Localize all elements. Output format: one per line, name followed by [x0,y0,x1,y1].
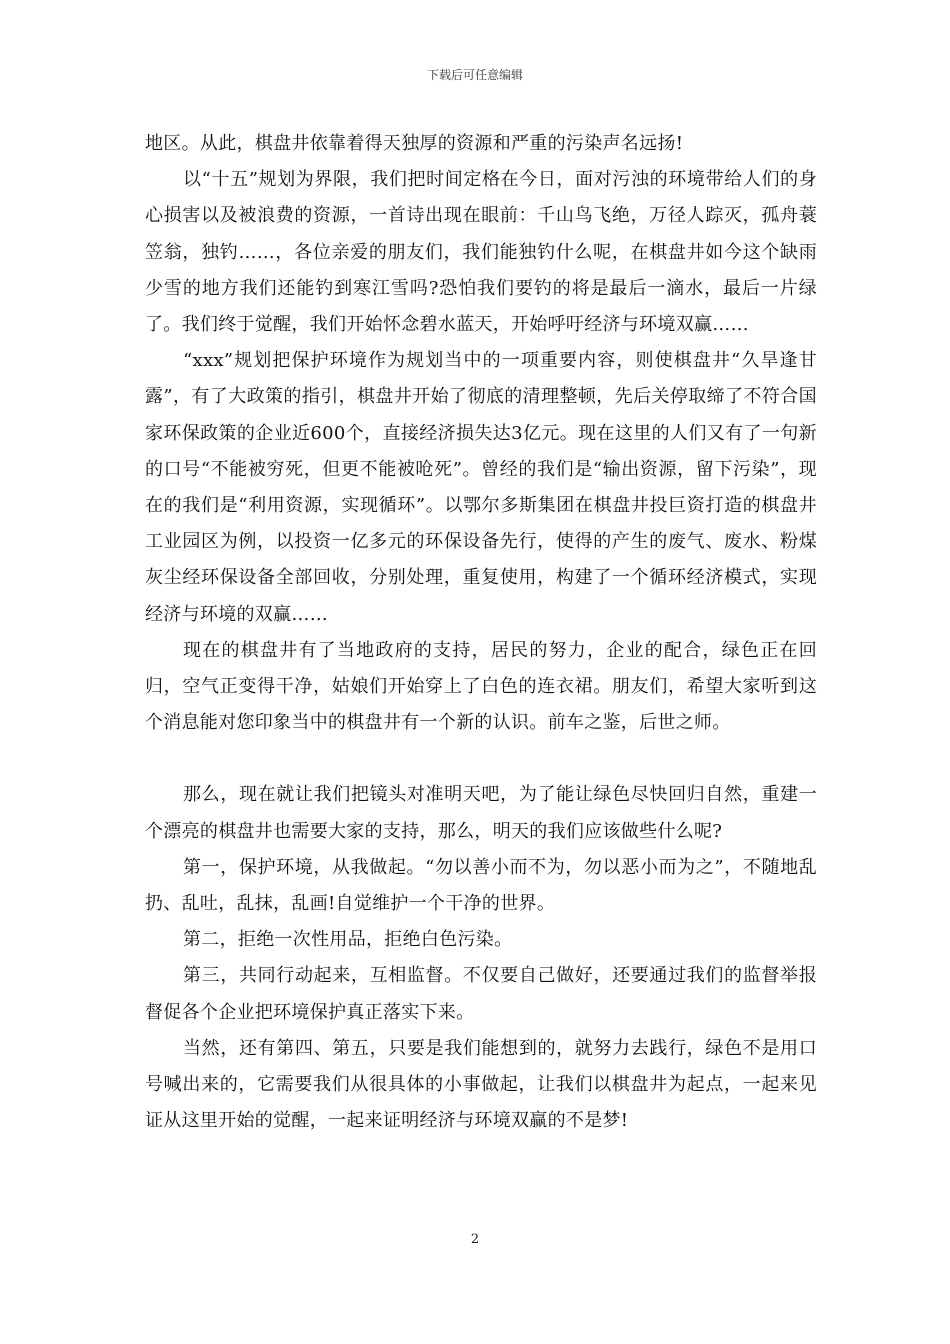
paragraph-tenth-five-year-plan: 以“十五”规划为界限，我们把时间定格在今日，面对污浊的环境带给人们的身心损害以及被浪费的资源，一首诗出现在眼前：千山鸟飞绝，万径人踪灭，孤舟蓑笠翁，独钓……，各位亲爱的朋友们，我们能独钓什么呢，在棋盘井如今这个缺雨少雪的地方我们还能钓到寒江雪吗?恐怕我们要钓的将是最后一滴水，最后一片绿了。我们终于觉醒，我们开始怀念碧水蓝天，开始呼吁经济与环境双赢…… [145,169,817,336]
page-number: 2 [470,1232,480,1247]
page-header-note: 下载后可任意编辑 [426,68,523,82]
paragraph-continuation: 地区。从此，棋盘井依靠着得天独厚的资源和严重的污染声名远扬! [145,133,684,154]
document-body [145,126,817,1139]
paragraph-green-returning: 现在的棋盘井有了当地政府的支持，居民的努力，企业的配合，绿色正在回归，空气正变得干净，姑娘们开始穿上了白色的连衣裙。朋友们，希望大家听到这个消息能对您印象当中的棋盘井有一个新的认识。前车之鉴，后世之师。 [145,639,817,734]
paragraph-xxx-plan: “xxx”规划把保护环境作为规划当中的一项重要内容，则使棋盘井“久旱逢甘露”，有了大政策的指引，棋盘井开始了彻底的清理整顿，先后关停取缔了不符合国家环保政策的企业近600个，直接经济损失达3亿元。现在这里的人们又有了一句新的口号“不能被穷死，但更不能被呛死”。曾经的我们是“输出资源，留下污染”，现在的我们是“利用资源，实现循环”。以鄂尔多斯集团在棋盘井投巨资打造的棋盘井工业园区为例，以投资一亿多元的环保设备先行，使得的产生的废气、废水、粉煤灰尘经环保设备全部回收，分别处理，重复使用，构建了一个循环经济模式，实现经济与环境的双赢…… [145,350,817,625]
paragraph-first-point: 第一，保护环境，从我做起。“勿以善小而不为，勿以恶小而为之”，不随地乱扔、乱吐，乱抹，乱画!自觉维护一个干净的世界。 [145,856,817,915]
paragraph-third-point: 第三，共同行动起来，互相监督。不仅要自己做好，还要通过我们的监督举报督促各个企业把环境保护真正落实下来。 [145,965,817,1023]
paragraph-second-point: 第二，拒绝一次性用品，拒绝白色污染。 [183,929,513,951]
paragraph-looking-to-tomorrow: 那么，现在就让我们把镜头对准明天吧，为了能让绿色尽快回归自然，重建一个漂亮的棋盘井也需要大家的支持，那么，明天的我们应该做些什么呢? [145,784,817,842]
paragraph-conclusion: 当然，还有第四、第五，只要是我们能想到的，就努力去践行，绿色不是用口号喊出来的，它需要我们从很具体的小事做起，让我们以棋盘井为起点，一起来见证从这里开始的觉醒，一起来证明经济与环境双赢的不是梦! [145,1037,817,1132]
